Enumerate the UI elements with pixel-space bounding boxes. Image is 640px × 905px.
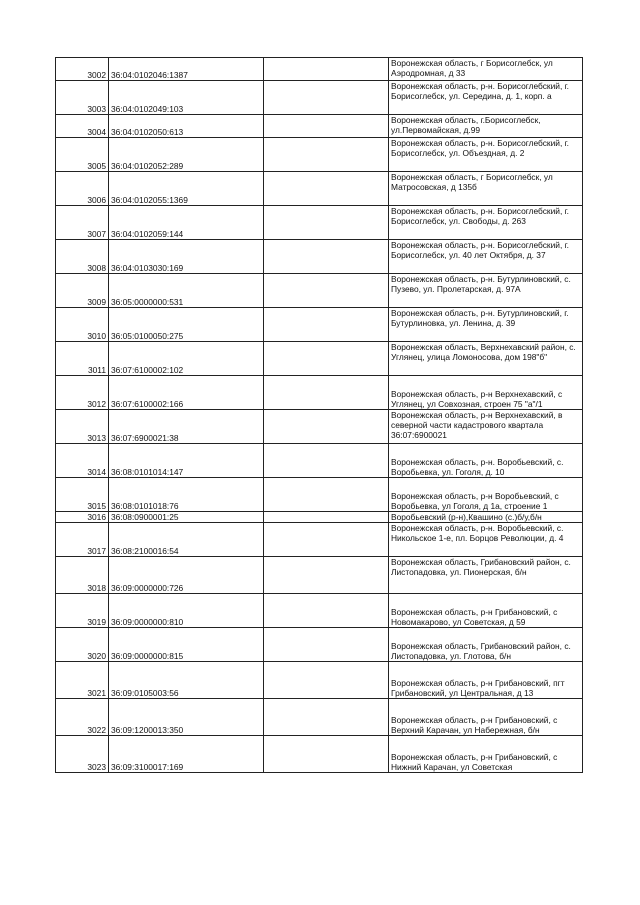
table-row [56, 308, 583, 342]
table-row [56, 410, 583, 444]
empty-cell [264, 478, 389, 512]
row-number: 3008 [56, 240, 109, 274]
empty-cell [264, 115, 389, 138]
empty-cell [264, 557, 389, 594]
row-number: 3005 [56, 138, 109, 172]
empty-cell [264, 523, 389, 557]
empty-cell [264, 662, 389, 699]
empty-cell [264, 308, 389, 342]
address-cell: Воронежская область, р-н. Бутурлиновский, с. Пузево, ул. Пролетарская, д. 97А [389, 274, 583, 308]
cadastral-number: 36:09:1200013:350 [109, 699, 264, 736]
address-cell: Воронежская область, р-н. Воробьевский, с. Воробьевка, ул. Гоголя, д. 10 [389, 444, 583, 478]
row-number: 3010 [56, 308, 109, 342]
empty-cell [264, 240, 389, 274]
row-number: 3009 [56, 274, 109, 308]
cadastral-number: 36:09:0000000:810 [109, 594, 264, 628]
table-row [56, 523, 583, 557]
cadastral-number: 36:07:6100002:102 [109, 342, 264, 376]
empty-cell [264, 628, 389, 662]
address-cell: Воронежская область, Грибановский район, с. Листопадовка, ул. Пионерская, б/н [389, 557, 583, 594]
address-cell: Воронежская область, р-н. Борисоглебский, г. Борисоглебск, ул. 40 лет Октября, д. 37 [389, 240, 583, 274]
empty-cell [264, 699, 389, 736]
address-cell: Воронежская область, г Борисоглебск, ул Матросовская, д 135б [389, 172, 583, 206]
table-row [56, 662, 583, 699]
table-row [56, 557, 583, 594]
row-number: 3020 [56, 628, 109, 662]
cadastral-number: 36:04:0102059:144 [109, 206, 264, 240]
cadastral-number: 36:04:0102050:613 [109, 115, 264, 138]
table-row [56, 699, 583, 736]
empty-cell [264, 376, 389, 410]
row-number: 3014 [56, 444, 109, 478]
address-cell: Воронежская область, г.Борисоглебск, ул.Первомайская, д.99 [389, 115, 583, 138]
cadastral-number: 36:04:0102046:1387 [109, 58, 264, 81]
empty-cell [264, 138, 389, 172]
empty-cell [264, 342, 389, 376]
table-row [56, 478, 583, 512]
address-cell: Воронежская область, р-н Грибановский, с Верхний Карачан, ул Набережная, б/н [389, 699, 583, 736]
table-row [56, 376, 583, 410]
address-cell: Воронежская область, р-н. Борисоглебский, г. Борисоглебск, ул. Объездная, д. 2 [389, 138, 583, 172]
cadastral-number: 36:09:0105003:56 [109, 662, 264, 699]
cadastral-number: 36:09:3100017:169 [109, 736, 264, 773]
empty-cell [264, 410, 389, 444]
address-cell: Воронежская область, р-н. Бутурлиновский, г. Бутурлиновка, ул. Ленина, д. 39 [389, 308, 583, 342]
address-cell: Воронежская область, р-н Верхнехавский, в северной части кадастрового квартала 36:07:6900021 [389, 410, 583, 444]
table-row [56, 274, 583, 308]
cadastral-number: 36:07:6100002:166 [109, 376, 264, 410]
table-row [56, 115, 583, 138]
table-row [56, 512, 583, 523]
row-number: 3018 [56, 557, 109, 594]
address-cell: Воронежская область, Верхнехавский район, с. Углянец, улица Ломоносова, дом 198"б" [389, 342, 583, 376]
address-cell: Воронежская область, р-н Грибановский, пгт Грибановский, ул Центральная, д 13 [389, 662, 583, 699]
empty-cell [264, 206, 389, 240]
row-number: 3022 [56, 699, 109, 736]
table-row [56, 58, 583, 81]
cadastral-number: 36:08:0900001:25 [109, 512, 264, 523]
table-row [56, 342, 583, 376]
row-number: 3019 [56, 594, 109, 628]
cadastral-number: 36:08:2100016:54 [109, 523, 264, 557]
address-cell: Воронежская область, р-н. Воробьевский, с. Никольское 1-е, пл. Борцов Революции, д. 4 [389, 523, 583, 557]
empty-cell [264, 444, 389, 478]
cadastral-number: 36:04:0102052:289 [109, 138, 264, 172]
address-cell: Воронежская область, р-н. Борисоглебский, г. Борисоглебск, ул. Свободы, д. 263 [389, 206, 583, 240]
cadastral-number: 36:08:0101018:76 [109, 478, 264, 512]
empty-cell [264, 594, 389, 628]
table-row [56, 138, 583, 172]
table-row [56, 736, 583, 773]
row-number: 3013 [56, 410, 109, 444]
records-table-body [56, 58, 583, 773]
row-number: 3012 [56, 376, 109, 410]
cadastral-number: 36:09:0000000:726 [109, 557, 264, 594]
table-row [56, 240, 583, 274]
empty-cell [264, 172, 389, 206]
cadastral-number: 36:04:0102055:1369 [109, 172, 264, 206]
row-number: 3002 [56, 58, 109, 81]
table-row [56, 81, 583, 115]
table-row [56, 594, 583, 628]
table-row [56, 628, 583, 662]
empty-cell [264, 736, 389, 773]
address-cell: Воронежская область, р-н Верхнехавский, с Углянец, ул Совхозная, строен 75 "а"/1 [389, 376, 583, 410]
table-row [56, 444, 583, 478]
row-number: 3011 [56, 342, 109, 376]
cadastral-number: 36:04:0102049:103 [109, 81, 264, 115]
row-number: 3006 [56, 172, 109, 206]
cadastral-number: 36:05:0100050:275 [109, 308, 264, 342]
address-cell: Воронежская область, г Борисоглебск, ул Аэродромная, д 33 [389, 58, 583, 81]
row-number: 3021 [56, 662, 109, 699]
address-cell: Воронежская область, р-н Воробьевский, с Воробьевка, ул Гоголя, д 1а, строение 1 [389, 478, 583, 512]
row-number: 3023 [56, 736, 109, 773]
row-number: 3015 [56, 478, 109, 512]
address-cell: Воронежская область, Грибановский район, с. Листопадовка, ул. Глотова, б/н [389, 628, 583, 662]
address-cell: Воронежская область, р-н Грибановский, с Нижний Карачан, ул Советская [389, 736, 583, 773]
table-row [56, 206, 583, 240]
address-cell: Воронежская область, р-н. Борисоглебский, г. Борисоглебск, ул. Середина, д. 1, корп. а [389, 81, 583, 115]
empty-cell [264, 274, 389, 308]
row-number: 3003 [56, 81, 109, 115]
cadastral-number: 36:09:0000000:815 [109, 628, 264, 662]
records-table [55, 57, 583, 773]
empty-cell [264, 81, 389, 115]
table-row [56, 172, 583, 206]
cadastral-number: 36:08:0101014:147 [109, 444, 264, 478]
cadastral-number: 36:05:0000000:531 [109, 274, 264, 308]
empty-cell [264, 58, 389, 81]
address-cell: Воронежская область, р-н Грибановский, с Новомакарово, ул Советская, д 59 [389, 594, 583, 628]
cadastral-number: 36:04:0103030:169 [109, 240, 264, 274]
row-number: 3017 [56, 523, 109, 557]
row-number: 3016 [56, 512, 109, 523]
row-number: 3007 [56, 206, 109, 240]
empty-cell [264, 512, 389, 523]
row-number: 3004 [56, 115, 109, 138]
cadastral-number: 36:07:6900021:38 [109, 410, 264, 444]
address-cell: Воробьевский (р-н),Квашино (с.)б/у,б/н [389, 512, 583, 523]
